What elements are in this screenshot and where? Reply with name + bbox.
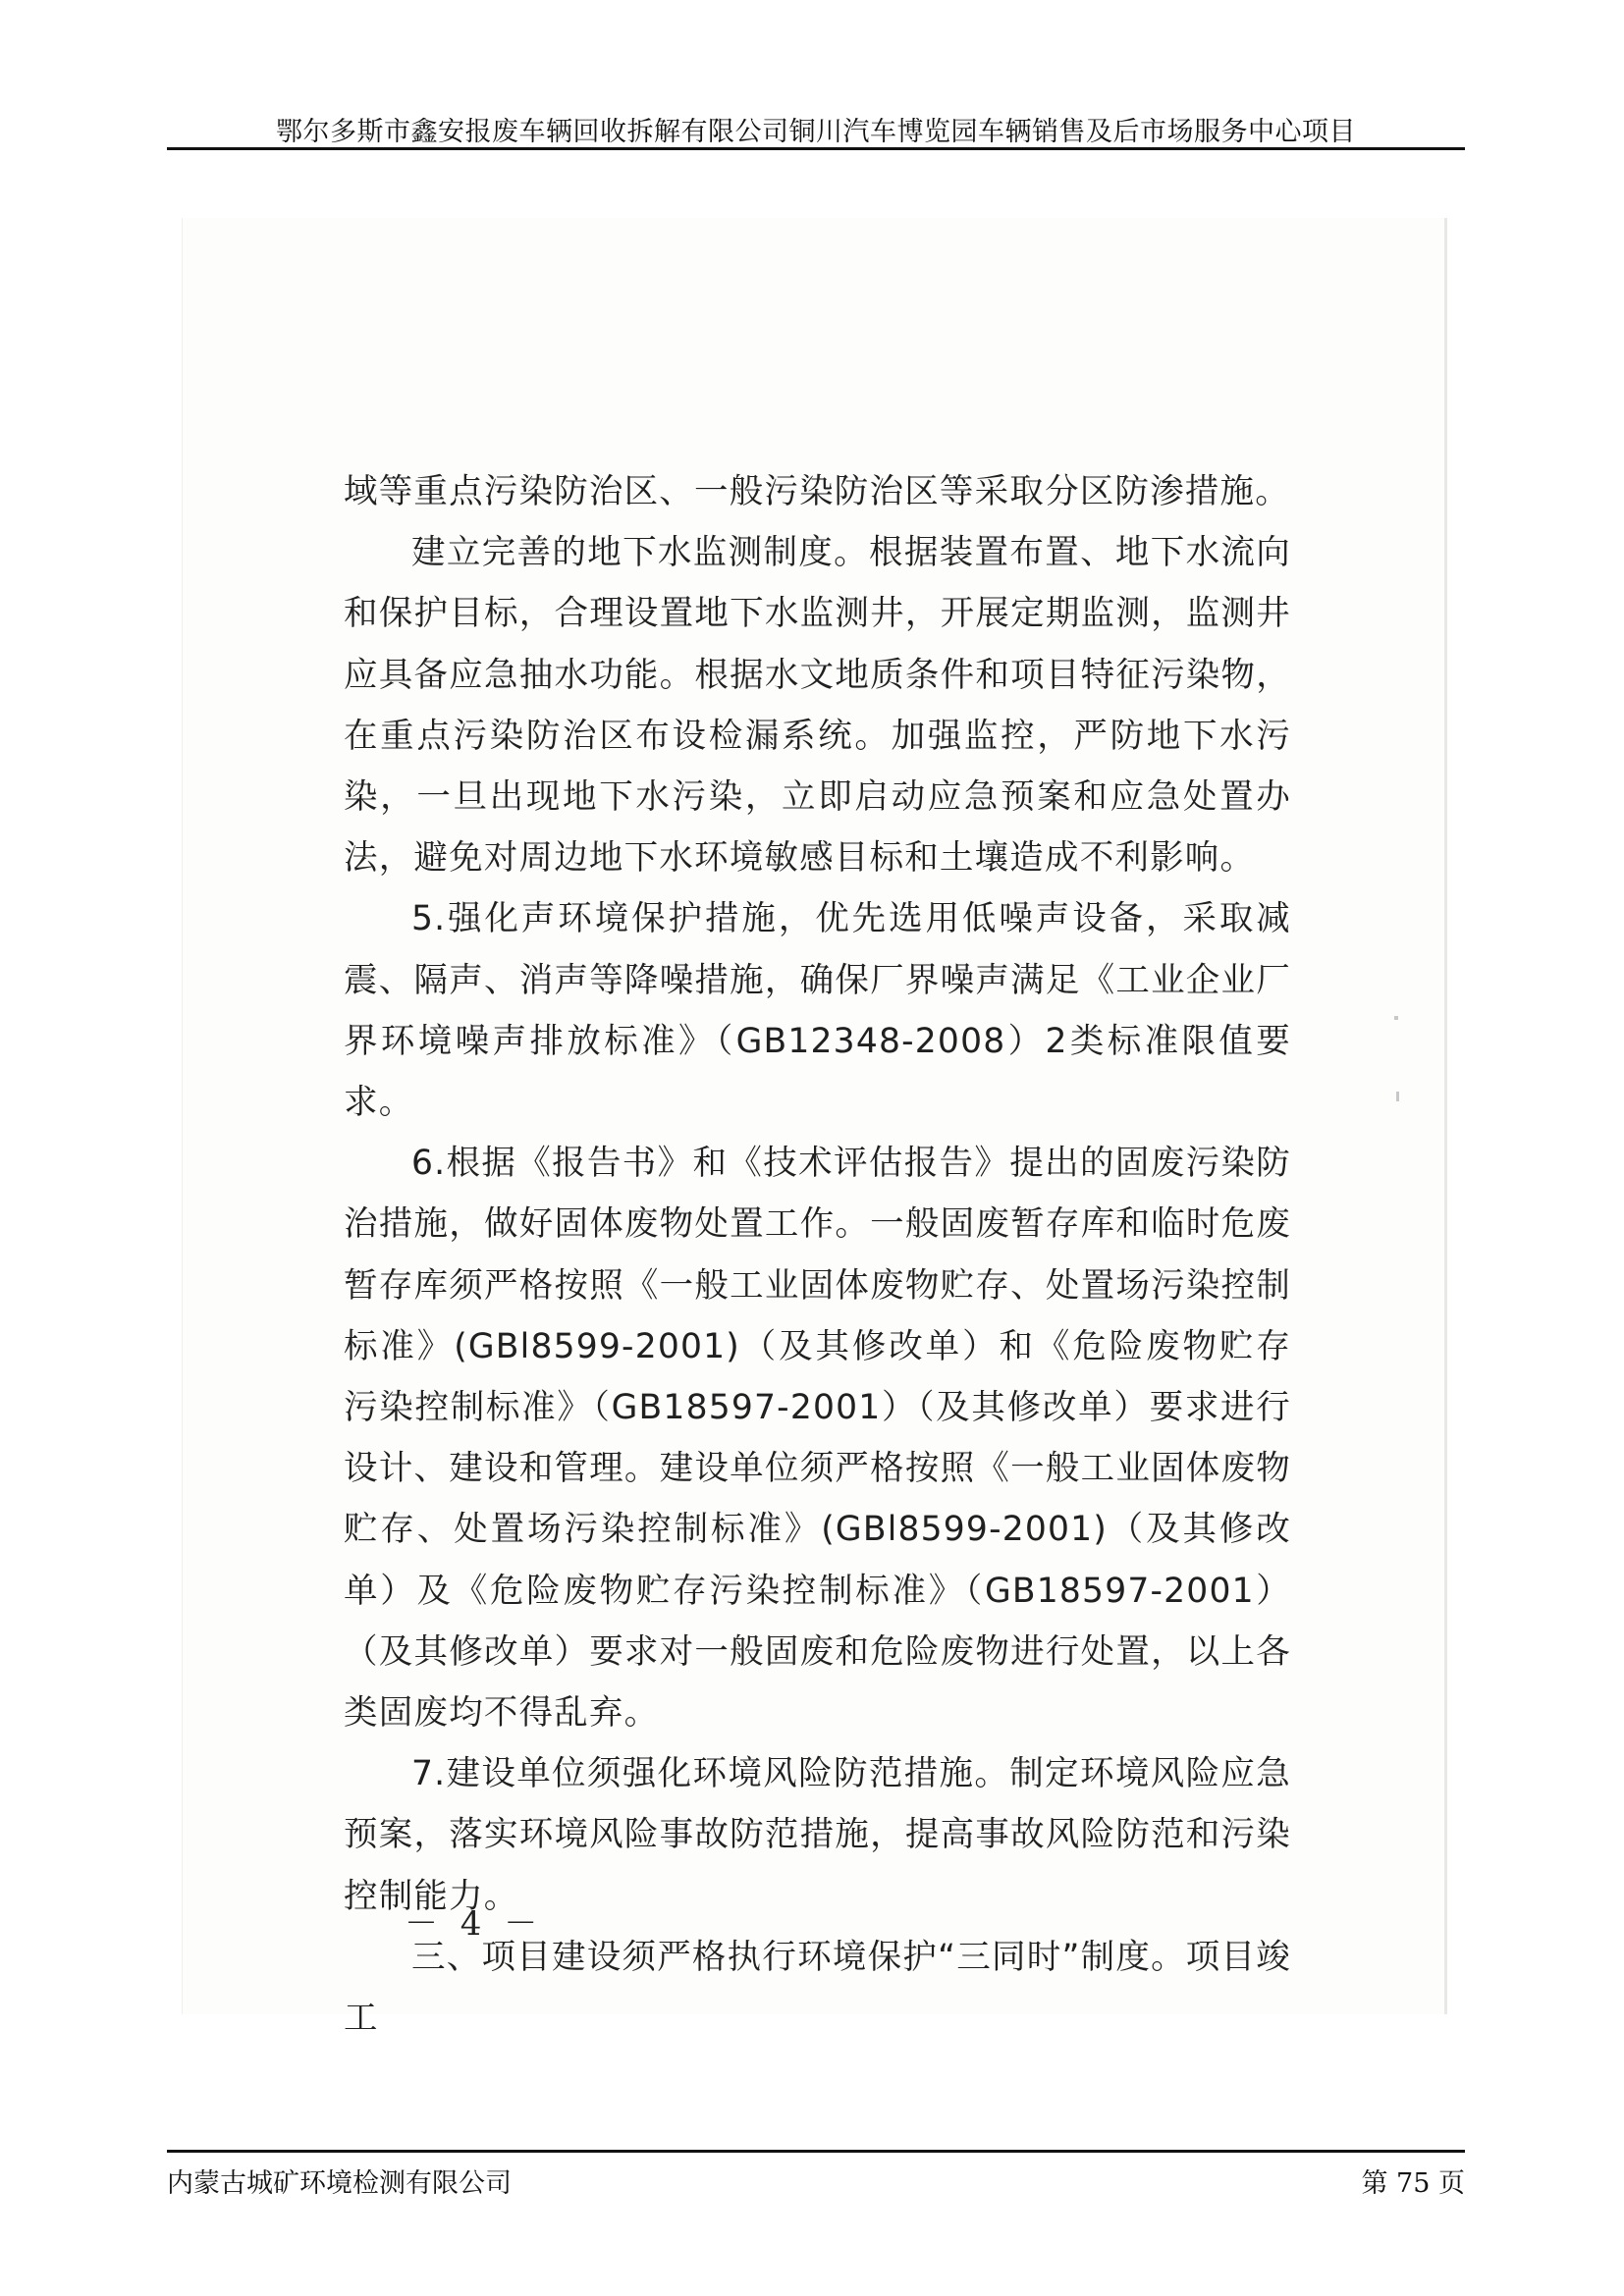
scan-speck <box>1396 1092 1399 1101</box>
footer-company: 内蒙古城矿环境检测有限公司 <box>167 2168 512 2199</box>
scanned-text-body <box>344 461 1291 2049</box>
footer-page-number: 第 75 页 <box>1361 2168 1465 2199</box>
scan-speck <box>1394 1016 1398 1020</box>
paragraph-1: 域等重点污染防治区、一般污染防治区等采取分区防渗措施。 <box>344 472 1290 511</box>
page-header-title: 鄂尔多斯市鑫安报废车辆回收拆解有限公司铜川汽车博览园车辆销售及后市场服务中心项目 <box>276 117 1356 147</box>
paragraph-6: 三、项目建设须严格执行环境保护“三同时”制度。项目竣工 <box>344 1937 1291 2039</box>
paragraph-2: 建立完善的地下水监测制度。根据装置布置、地下水流向和保护目标，合理设置地下水监测井，开展定期监测，监测井应具备应急抽水功能。根据水文地质条件和项目特征污染物，在重点污染防治区布设检漏系统。加强监控，严防地下水污染，一旦出现地下水污染，立即启动应急预案和应急处置办法，避免对周边地下水环境敏感目标和土壤造成不利影响。 <box>344 533 1291 879</box>
scan-page-number: － 4 － <box>405 1904 544 1944</box>
paragraph-5: 7.建设单位须强化环境风险防范措施。制定环境风险应急预案，落实环境风险事故防范措施，提高事故风险防范和污染控制能力。 <box>344 1754 1291 1916</box>
paragraph-3: 5.强化声环境保护措施，优先选用低噪声设备，采取减震、隔声、消声等降噪措施，确保厂界噪声满足《工业企业厂界环境噪声排放标准》（GB12348-2008）2类标准限值要求。 <box>344 899 1291 1123</box>
header-rule <box>167 147 1465 150</box>
footer-rule <box>167 2150 1465 2153</box>
paragraph-4: 6.根据《报告书》和《技术评估报告》提出的固废污染防治措施，做好固体废物处置工作。一般固废暂存库和临时危废暂存库须严格按照《一般工业固体废物贮存、处置场污染控制标准》(GBl8599-2001)（及其修改单）和《危险废物贮存污染控制标准》（GB18597-2001）（及其修改单）要求进行设计、建设和管理。建设单位须严格按照《一般工业固体废物贮存、处置场污染控制标准》(GBl8599-2001)（及其修改单）及《危险废物贮存污染控制标准》（GB18597-2001）（及其修改单）要求对一般固废和危险废物进行处置，以上各类固废均不得乱弃。 <box>344 1144 1291 1734</box>
